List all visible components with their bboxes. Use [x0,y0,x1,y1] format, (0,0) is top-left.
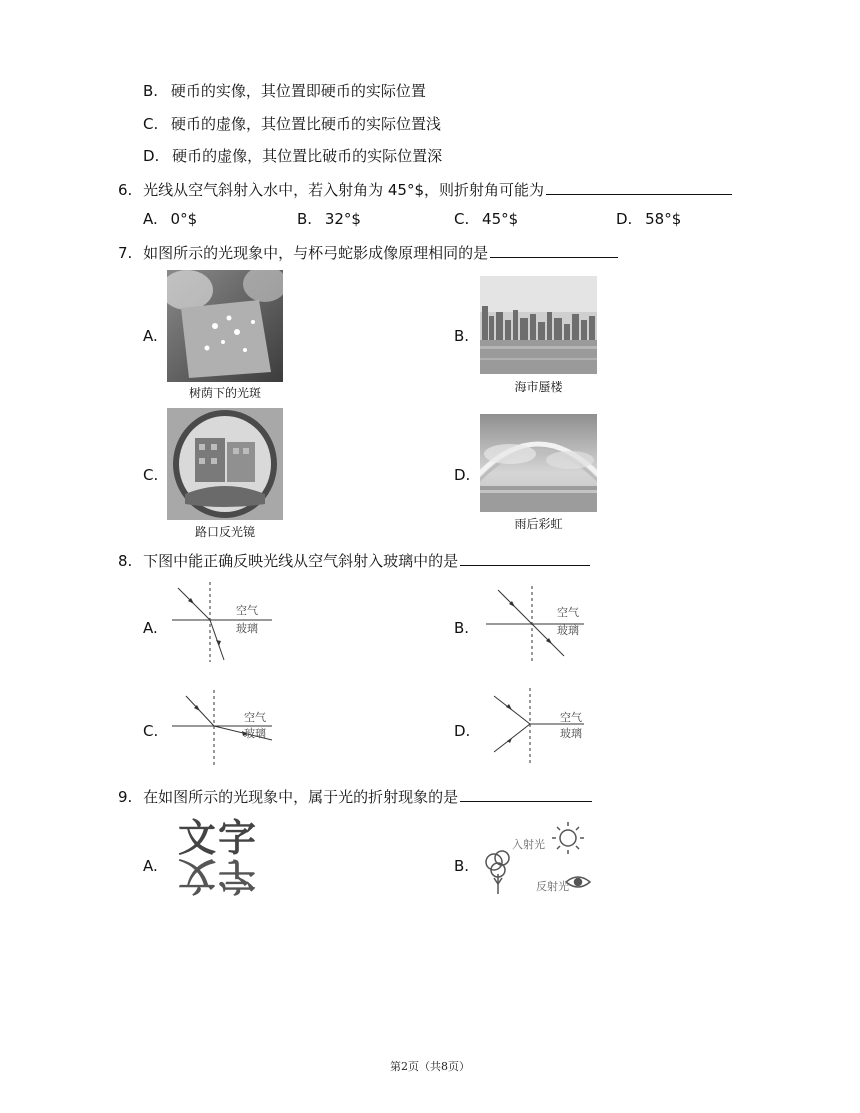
page-footer: 第2页（共8页） [390,1060,470,1073]
mirror-writing-figure [178,818,278,898]
q8-option-b-label[interactable]: B. [454,619,470,637]
q6-option-d-text: 58°$ [645,210,682,228]
q6-option-a [143,209,197,229]
mirage-city-photo [480,276,597,374]
q5-option-b-label: B. [143,82,159,100]
mirror-text-upright: 文字 [178,816,259,860]
road-convex-mirror-photo [167,408,283,520]
q7-option-b-label[interactable]: B. [454,327,470,345]
q7-option-c-label[interactable]: C. [143,466,159,484]
q7-number: 7. [118,244,133,262]
q8-text: 下图中能正确反映光线从空气斜射入玻璃中的是 [143,552,459,570]
q6-text: 光线从空气斜射入水中，若入射角为 45°$，则折射角可能为 [143,181,544,199]
q5-option-b-text: 硬币的实像，其位置即硬币的实际位置 [170,82,426,100]
q9-option-a-label[interactable]: A. [143,857,158,875]
q5-option-c-label: C. [143,115,159,133]
q8-option-d-label[interactable]: D. [454,722,471,740]
tree-icon [486,851,509,894]
q8-stem [118,551,590,571]
q9-text: 在如图所示的光现象中，属于光的折射现象的是 [143,788,459,806]
tree-shade-light-spots-photo [167,270,283,382]
q6-option-c-label: C. [454,210,470,228]
q8-b-glass-label: 玻璃 [557,624,579,637]
q5-option-c [143,114,441,134]
q7-stem [118,243,618,263]
q6-option-c-text: 45°$ [482,210,519,228]
q6-option-b-label: B. [297,210,313,228]
q8-option-c-label[interactable]: C. [143,722,159,740]
q6-option-d-label: D. [616,210,633,228]
q5-option-b [143,81,426,101]
sun-icon [552,822,584,854]
q8-b-air-label: 空气 [557,606,579,619]
q5-option-c-text: 硬币的虚像，其位置比硬币的实际位置浅 [171,115,442,133]
q8-option-a-label[interactable]: A. [143,619,158,637]
q6-option-d [616,209,681,229]
q8-a-air-label: 空气 [236,604,258,617]
q8-c-air-label: 空气 [244,711,266,724]
q6-option-c [454,209,518,229]
q7-option-c-caption: 路口反光镜 [194,525,255,539]
q6-option-a-text: 0°$ [170,210,198,228]
q7-option-a-caption: 树荫下的光斑 [188,386,261,400]
q6-number: 6. [118,181,133,199]
q5-option-d [143,146,442,166]
q5-option-d-text: 硬币的虚像，其位置比破币的实际位置深 [172,147,443,165]
q8-a-glass-label: 玻璃 [236,622,258,635]
q7-option-b-caption: 海市蜃楼 [514,380,563,394]
q7-text: 如图所示的光现象中，与杯弓蛇影成像原理相同的是 [143,244,489,262]
q6-option-b-text: 32°$ [324,210,361,228]
q8-c-glass-label: 玻璃 [244,727,266,740]
q6-option-b [297,209,361,229]
q9-answer-blank[interactable] [460,787,592,802]
incident-light-label: 入射光 [512,838,545,851]
q9-stem [118,787,592,807]
q5-option-d-label: D. [143,147,160,165]
q8-d-air-label: 空气 [560,711,582,724]
q6-option-a-label: A. [143,210,158,228]
q8-number: 8. [118,552,133,570]
q7-option-d-label[interactable]: D. [454,466,471,484]
mirror-text-inverted: 文字 [178,854,259,898]
q6-stem [118,180,732,200]
q8-d-glass-label: 玻璃 [560,727,582,740]
q6-answer-blank[interactable] [546,180,732,195]
eye-icon [566,877,590,887]
reflected-light-label: 反射光 [536,880,569,893]
q9-option-b-label[interactable]: B. [454,857,470,875]
q7-option-a-label[interactable]: A. [143,327,158,345]
q7-answer-blank[interactable] [490,243,618,258]
rainbow-after-rain-photo [480,414,597,512]
q8-diagram-a [172,580,282,664]
q8-answer-blank[interactable] [460,551,590,566]
q7-option-d-caption: 雨后彩虹 [514,517,563,531]
q9-number: 9. [118,788,133,806]
